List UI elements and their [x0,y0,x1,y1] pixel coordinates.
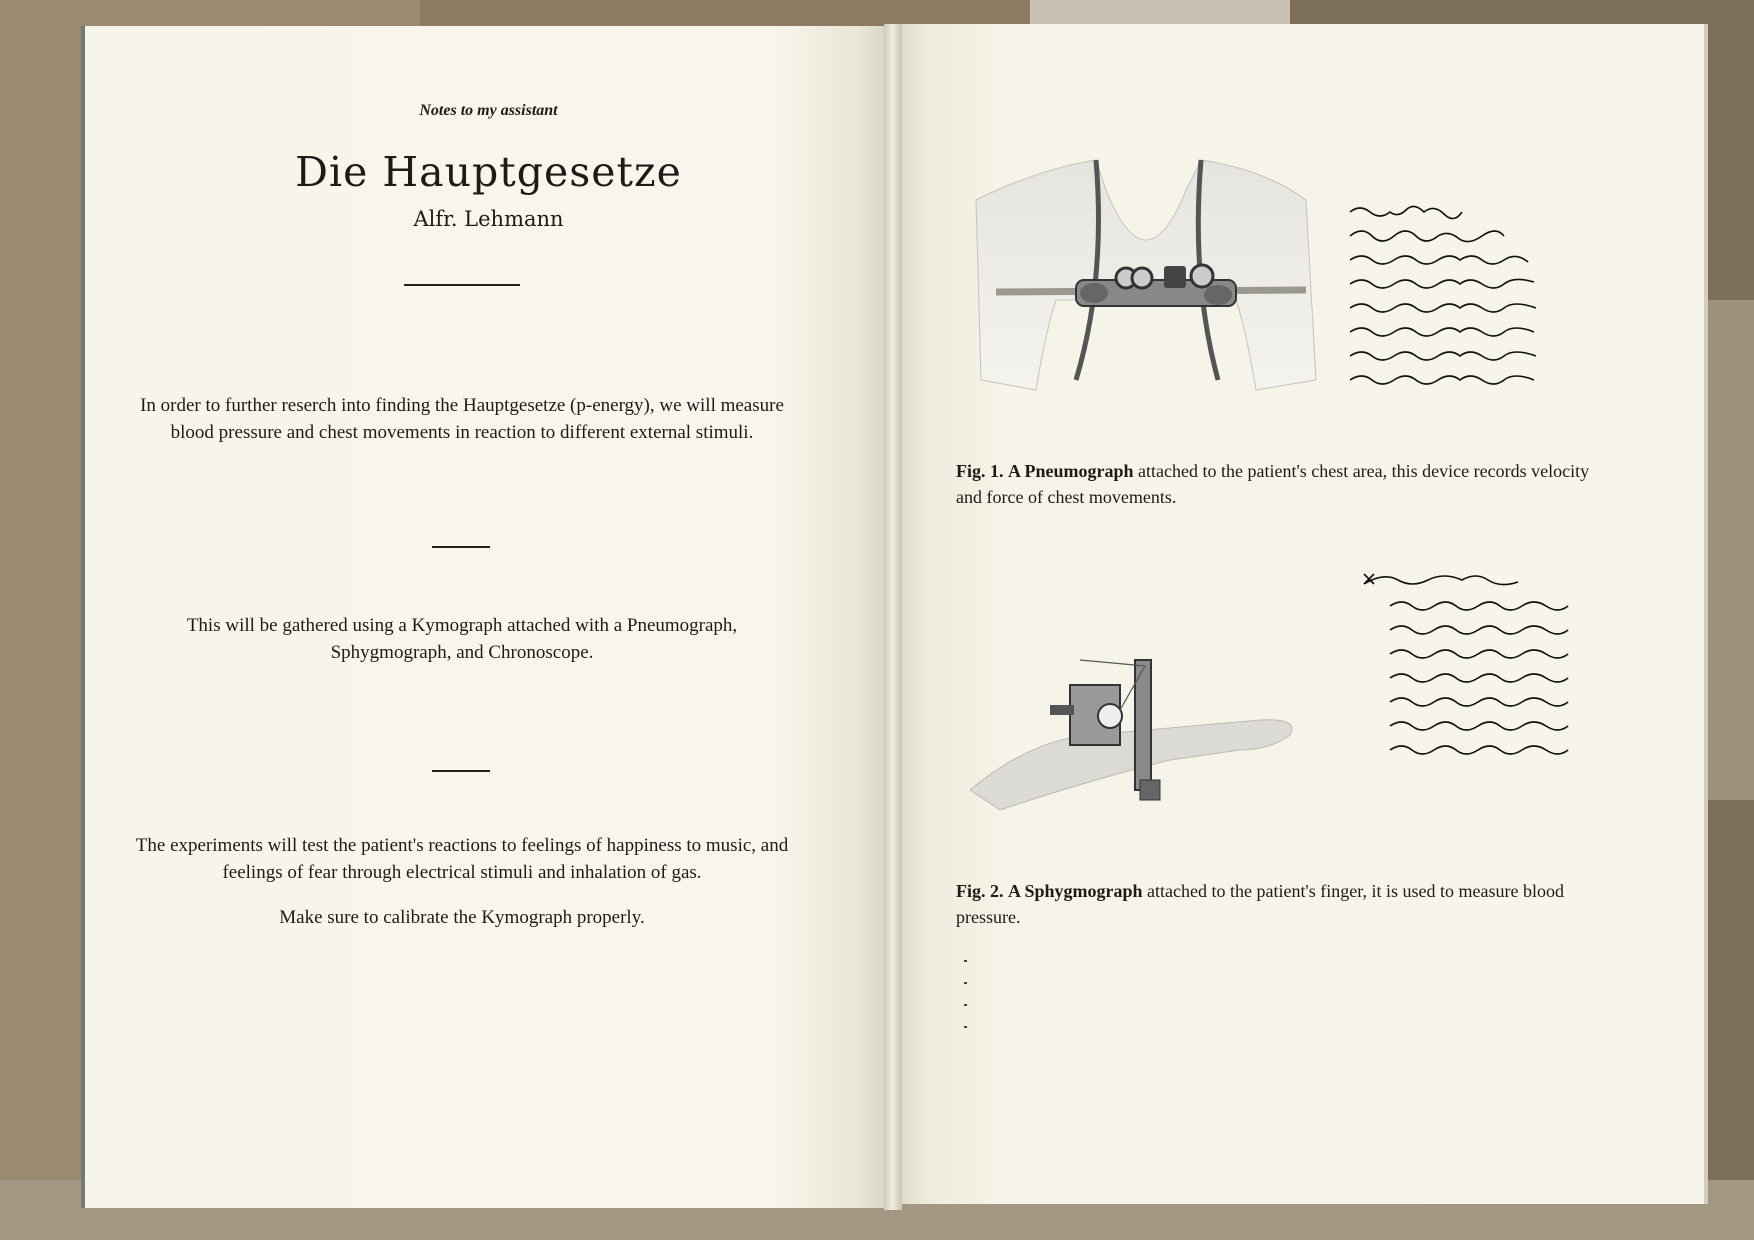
book-gutter [884,24,902,1210]
figure-2-label: Fig. 2. [956,881,1004,901]
divider-rule [432,770,490,772]
calibration-note: Make sure to calibrate the Kymograph properly. [279,907,645,928]
divider-rule [404,284,520,286]
divider-rule [432,546,490,548]
equipment-paragraph: This will be gathered using a Kymograph attached with a Pneumograph, Sphygmograph, and Chronoscope. [186,615,738,663]
sphygmograph-sketch [970,640,1300,810]
figure-2-text: attached to the patient's finger, it is used to measure blood pressure. [956,881,1564,927]
figure-2-caption [956,878,1606,930]
handwritten-note [1340,200,1688,390]
figure-1-label: Fig. 1. [956,461,1004,481]
author-name: Alfr. Lehmann [413,207,564,231]
pneumograph-sketch [956,130,1332,400]
page-title: Die Hauptgesetze [295,148,682,196]
experiment-paragraph: The experiments will test the patient's reactions to feelings of happiness to music, and feelings of fear through electrical stimuli and inhalation of gas. [135,835,789,883]
figure-1-name: A Pneumograph [1008,461,1134,481]
handwritten-note-2 [1360,560,1680,770]
margin-dots [964,960,967,1030]
page-subtitle: Notes to my assistant [419,102,558,119]
figure-1-text: attached to the patient's chest area, this device records velocity and force of chest movements. [956,461,1590,507]
intro-paragraph: In order to further reserch into finding the Hauptgesetze (p-energy), we will measure blood pressure and chest movements in reaction to different external stimuli. [140,395,784,443]
figure-1-caption [956,458,1606,510]
figure-2-name: A Sphygmograph [1008,881,1143,901]
